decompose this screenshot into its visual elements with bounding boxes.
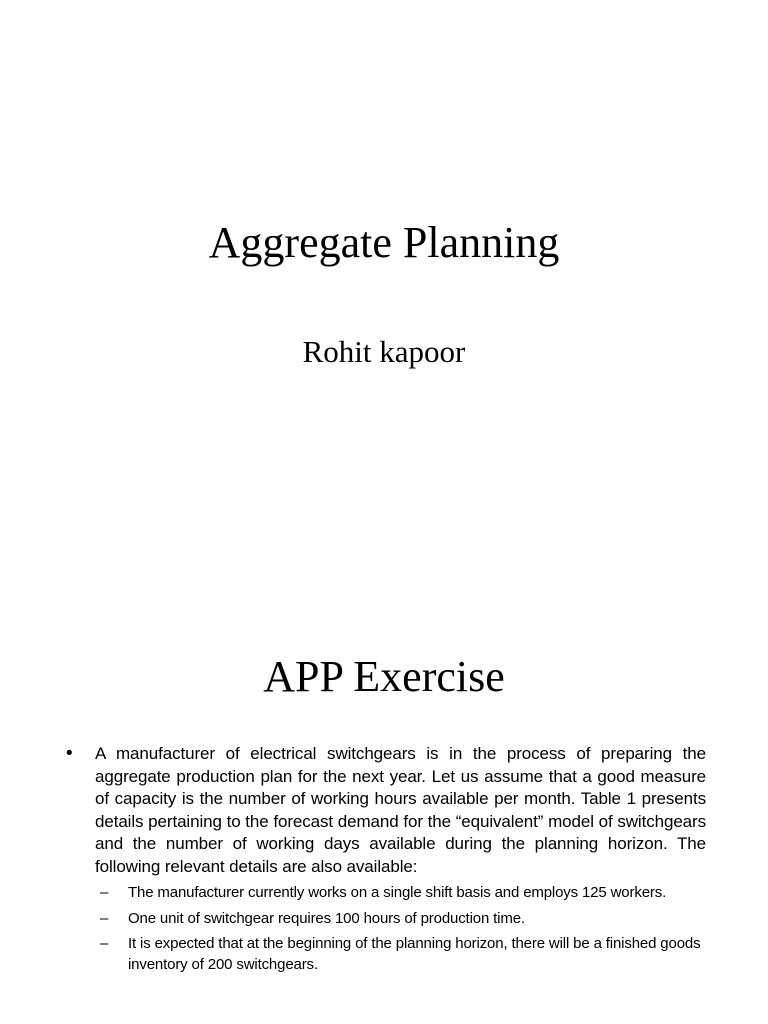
sub-bullet-text: The manufacturer currently works on a single shift basis and employs 125 workers. [128, 884, 667, 901]
dash-marker: – [100, 884, 109, 901]
author-name: Rohit kapoor [302, 334, 466, 369]
sub-bullet-list [100, 883, 706, 975]
dash-marker: – [100, 935, 109, 952]
sub-bullet-text: It is expected that at the beginning of the planning horizon, there will be a finished goods inventory of 200 switchgears. [128, 935, 701, 973]
dash-marker: – [100, 909, 109, 927]
sub-bullet-item [100, 909, 706, 930]
exercise-slide [0, 576, 768, 1024]
bullet-marker: • [66, 743, 73, 764]
sub-bullet-item [100, 934, 706, 975]
bullet-list [66, 743, 706, 980]
sub-bullet-item [100, 883, 706, 904]
bullet-text: A manufacturer of electrical switchgears is in the process of preparing the aggregate production plan for the next year. Let us assume that a good measure of capacity is the number of working hours available per month. Table 1 presents details pertaining to the forecast demand for the “equivalent” model of switchgears and the number of working days available during the planning horizon. The following relevant details are also available: [95, 744, 706, 876]
slide-title: APP Exercise [263, 652, 505, 701]
sub-bullet-text: One unit of switchgear requires 100 hours of production time. [128, 909, 525, 927]
bullet-item [66, 743, 706, 878]
presentation-title: Aggregate Planning [208, 218, 560, 267]
